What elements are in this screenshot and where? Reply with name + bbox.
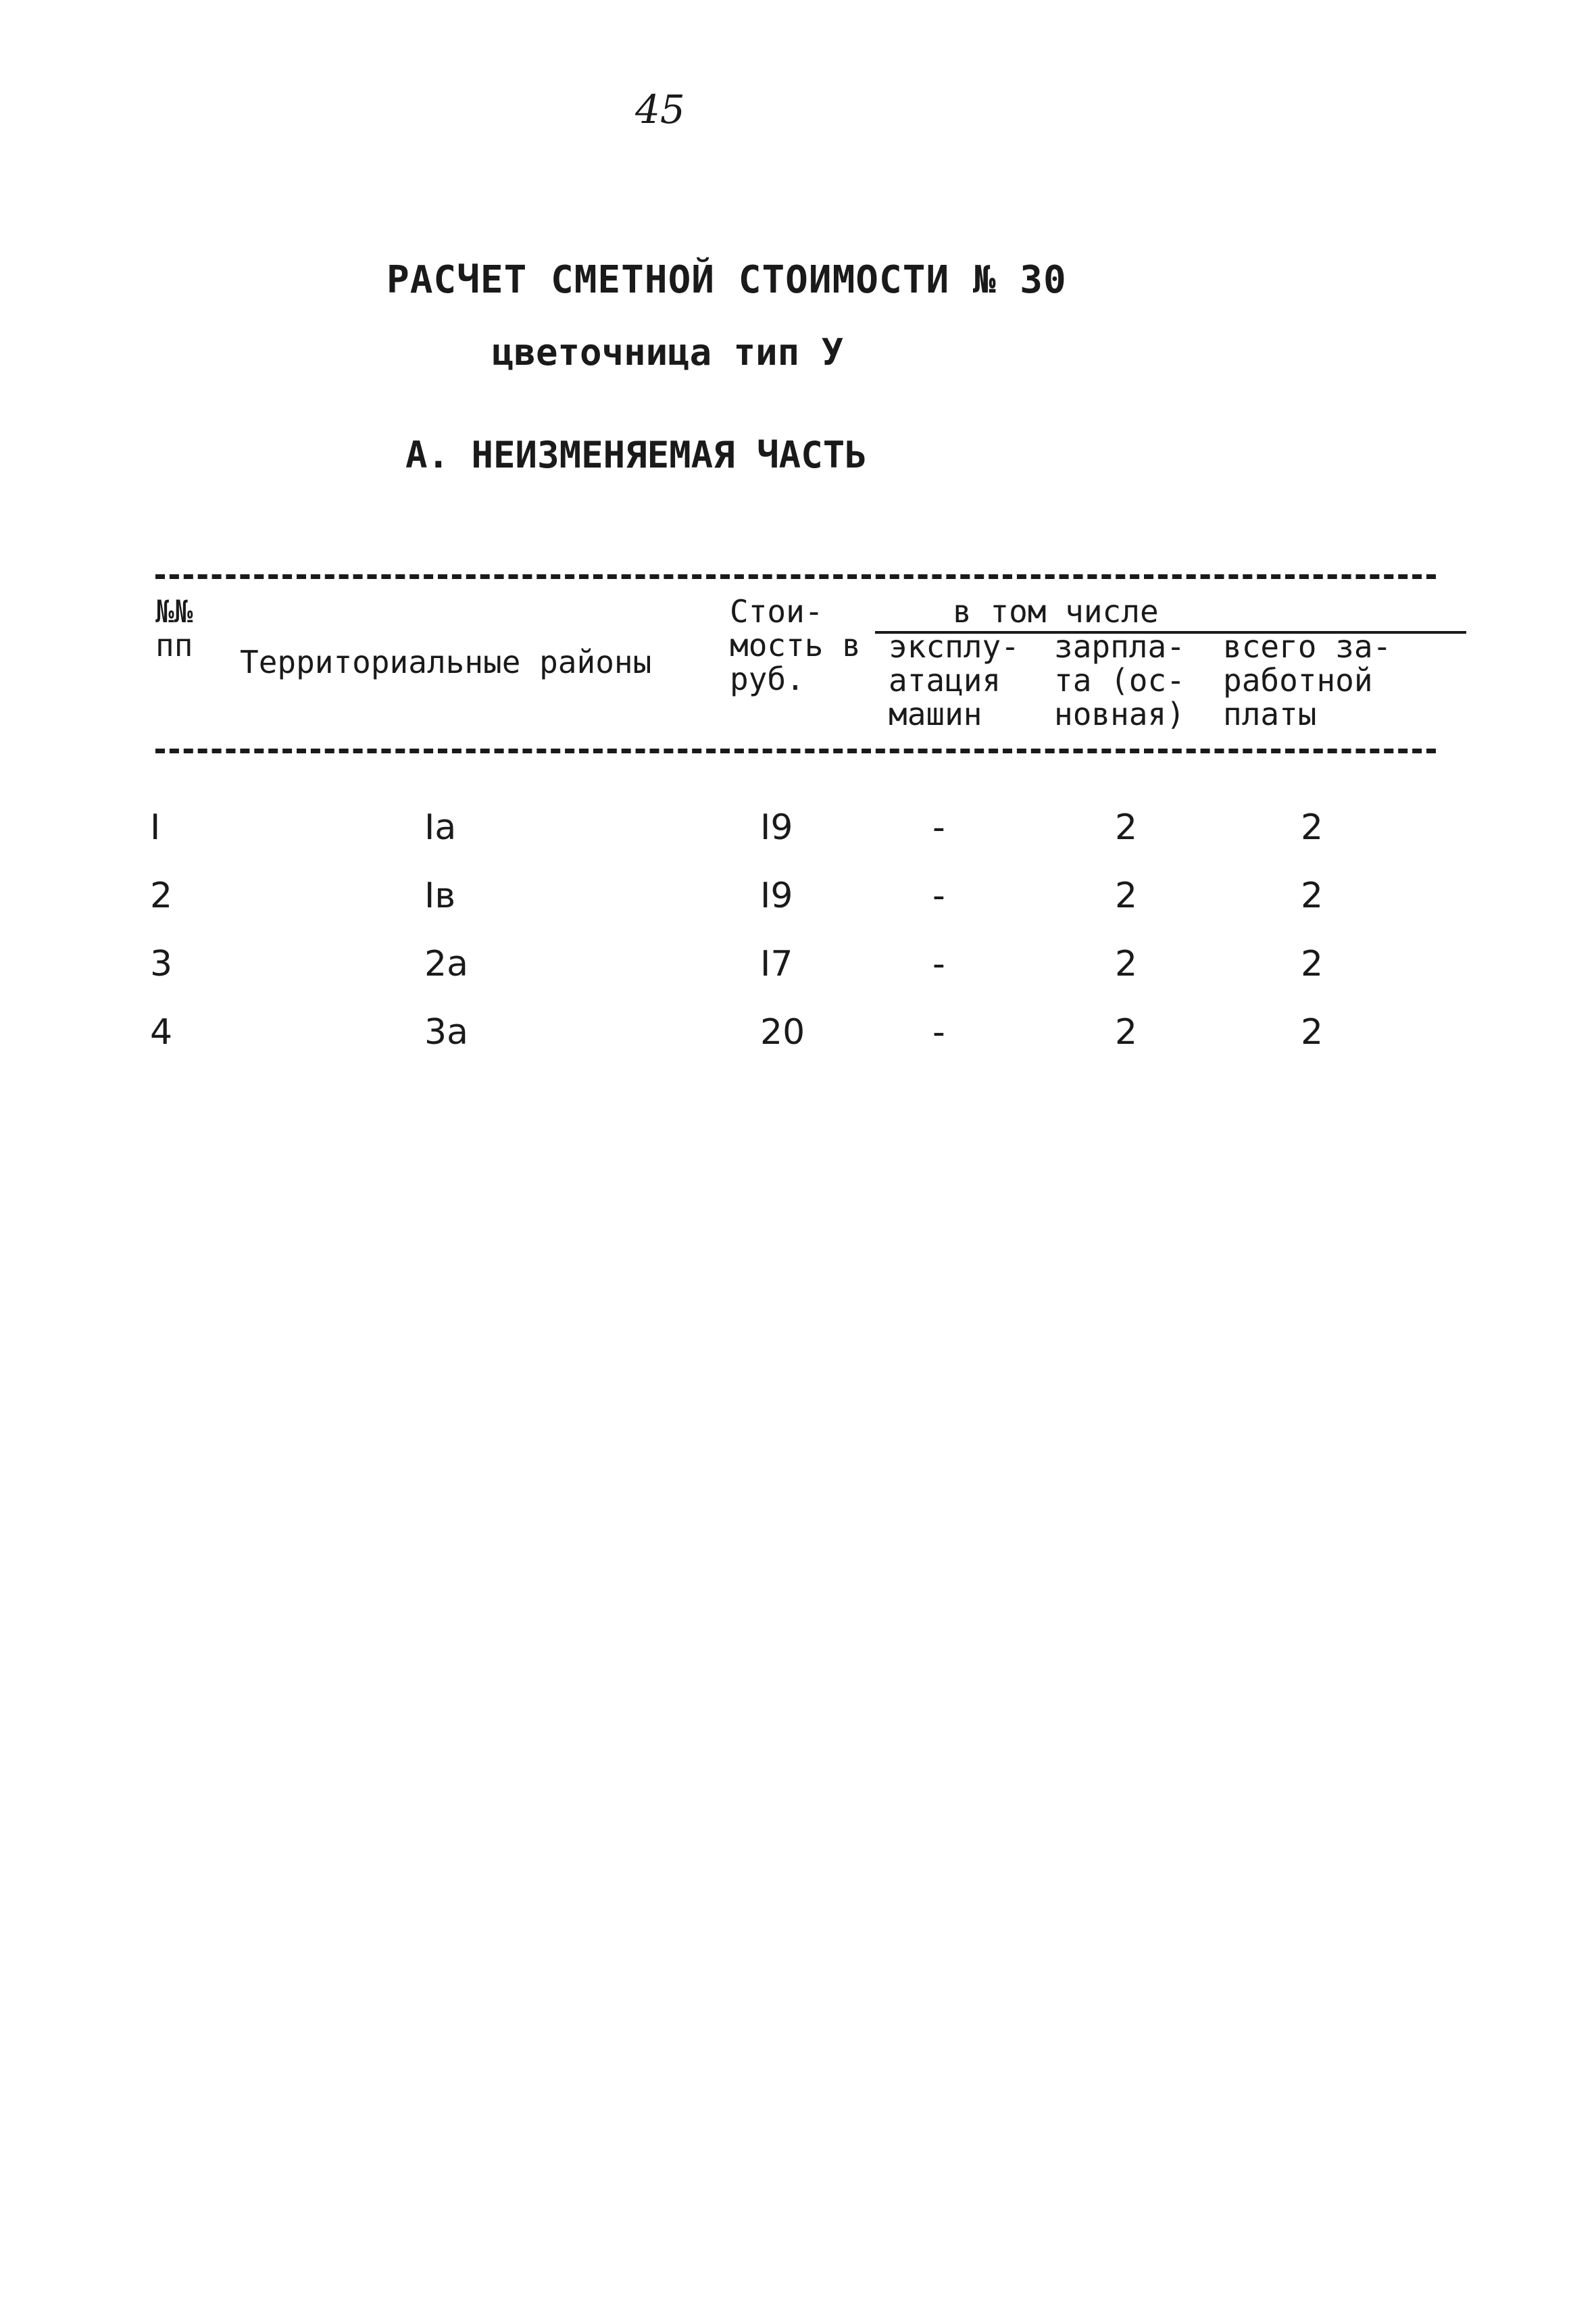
table-row (0, 807, 1596, 861)
document-title: РАСЧЕТ СМЕТНОЙ СТОИМОСТИ № 30 (386, 258, 1067, 302)
cell-cost: I7 (760, 944, 793, 984)
cell-salary: 2 (1115, 807, 1138, 848)
cell-total-salary: 2 (1301, 1012, 1324, 1053)
cell-exploitation: - (932, 807, 945, 848)
page-number: 45 (635, 86, 685, 132)
cell-cost: I9 (760, 807, 793, 848)
cell-num: 2 (150, 876, 173, 916)
table-top-rule (155, 574, 1436, 579)
cell-region: 2а (424, 944, 468, 984)
header-incl: в том числе (953, 593, 1159, 630)
cell-exploitation: - (932, 876, 945, 916)
cell-num: 4 (150, 1012, 173, 1053)
cell-region: 3а (424, 1012, 468, 1053)
header-num: №№ пп (155, 593, 193, 663)
header-exploitation: эксплу- атация машин (889, 628, 1020, 732)
cell-salary: 2 (1115, 944, 1138, 984)
section-heading: А. НЕИЗМЕНЯЕМАЯ ЧАСТЬ (405, 434, 867, 476)
header-cost: Стои- мость в руб. (730, 593, 861, 697)
cell-region: Iа (424, 807, 457, 848)
cell-cost: 20 (760, 1012, 805, 1053)
cell-region: Iв (424, 876, 455, 916)
cell-total-salary: 2 (1301, 807, 1324, 848)
header-salary: зарпла- та (ос- новная) (1054, 628, 1185, 732)
table-row (0, 876, 1596, 930)
cell-total-salary: 2 (1301, 944, 1324, 984)
cell-num: I (150, 807, 161, 848)
header-region: Территориальные районы (240, 644, 652, 680)
table-row (0, 1012, 1596, 1066)
cell-salary: 2 (1115, 876, 1138, 916)
cell-total-salary: 2 (1301, 876, 1324, 916)
cell-num: 3 (150, 944, 173, 984)
cell-salary: 2 (1115, 1012, 1138, 1053)
table-row (0, 944, 1596, 998)
table-header-rule (155, 749, 1436, 753)
header-total-salary: всего за- работной платы (1223, 628, 1392, 732)
document-subtitle: цветочница тип У (492, 331, 844, 374)
cell-exploitation: - (932, 944, 945, 984)
cell-cost: I9 (760, 876, 793, 916)
cell-exploitation: - (932, 1012, 945, 1053)
